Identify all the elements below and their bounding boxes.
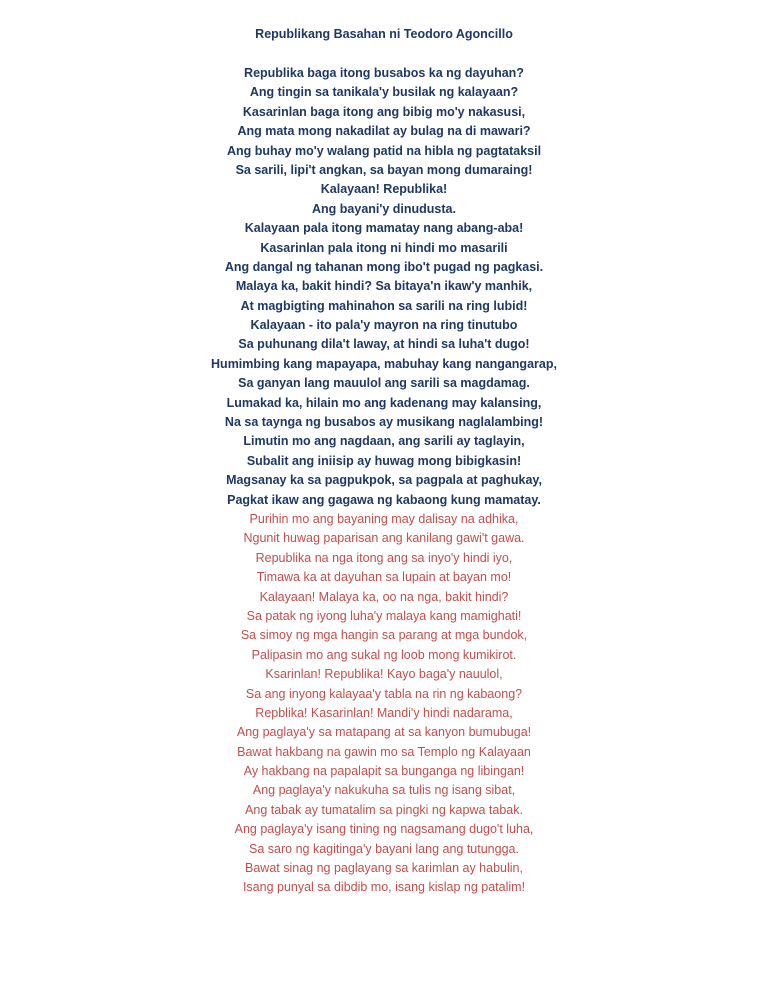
poem-line-blue: Ang bayani'y dinudusta. xyxy=(312,201,456,216)
poem-line-blue: Ang tingin sa tanikala'y busilak ng kalayaan? xyxy=(249,85,519,100)
poem-line-blue: Pagkat ikaw ang gagawa ng kabaong kung mamatay. xyxy=(227,492,541,507)
poem-line-red: Isang punyal sa dibdib mo, isang kislap ng patalim! xyxy=(242,880,526,895)
poem-line-blue: Lumakad ka, hilain mo ang kadenang may kalansing, xyxy=(226,395,542,410)
poem-line-red: Sa saro ng kagitinga'y bayani lang ang tutungga. xyxy=(249,841,519,856)
poem-line-red: Ang paglaya'y sa matapang at sa kanyon bumubuga! xyxy=(236,725,532,740)
poem-line-blue: Malaya ka, bakit hindi? Sa bitaya'n ikaw'y manhik, xyxy=(235,279,533,294)
poem-line-red: Bawat sinag ng paglayang sa karimlan ay habulin, xyxy=(245,861,523,876)
poem-line-blue: Ang buhay mo'y walang patid na hibla ng pagtataksil xyxy=(226,143,542,158)
poem-line-blue: At magbigting mahinahon sa sarili na ring lubid! xyxy=(240,298,528,313)
poem-line-blue: Republika baga itong busabos ka ng dayuhan? xyxy=(244,66,524,80)
document-title: Republikang Basahan ni Teodoro Agoncillo xyxy=(255,27,513,41)
poem-line-red: Ksarinlan! Republika! Kayo baga'y nauulol, xyxy=(265,667,503,682)
poem-line-blue: Subalit ang iniisip ay huwag mong bibigkasin! xyxy=(246,453,522,468)
poem-line-red: Bawat hakbang na gawin mo sa Templo ng Kalayaan xyxy=(237,744,531,759)
poem-line-blue: Magsanay ka sa pagpukpok, sa pagpala at paghukay, xyxy=(226,473,542,488)
poem-line-red: Palipasin mo ang sukal ng loob mong kumikirot. xyxy=(251,647,517,662)
poem-line-red: Ang tabak ay tumatalim sa pingki ng kapwa tabak. xyxy=(245,802,523,817)
poem-line-red: Republika na nga itong ang sa inyo'y hindi iyo, xyxy=(255,550,513,565)
poem-line-red: Purihin mo ang bayaning may dalisay na adhika, xyxy=(249,511,519,526)
poem-line-blue: Limutin mo ang nagdaan, ang sarili ay taglayin, xyxy=(243,434,525,449)
poem-line-red: Ngunit huwag paparisan ang kanilang gawi't gawa. xyxy=(243,531,525,546)
poem-line-red: Kalayaan! Malaya ka, oo na nga, bakit hindi? xyxy=(259,589,509,604)
poem-line-blue: Ang dangal ng tahanan mong ibo't pugad ng pagkasi. xyxy=(224,259,544,274)
poem-line-blue: Na sa taynga ng busabos ay musikang naglalambing! xyxy=(224,415,544,430)
poem-line-red: Ang paglaya'y nakukuha sa tulis ng isang sibat, xyxy=(252,783,516,798)
poem-line-blue: Humimbing kang mapayapa, mabuhay kang nangangarap, xyxy=(211,356,557,371)
poem-line-red: Ay hakbang na papalapit sa bunganga ng libingan! xyxy=(243,764,525,779)
poem-line-blue: Kasarinlan baga itong ang bibig mo'y nakasusi, xyxy=(242,104,526,119)
poem-line-blue: Ang mata mong nakadilat ay bulag na di mawari? xyxy=(237,124,531,139)
poem-line-red: Timawa ka at dayuhan sa lupain at bayan mo! xyxy=(256,570,512,585)
poem-body xyxy=(0,64,768,898)
poem-line-blue: Sa ganyan lang mauulol ang sarili sa magdamag. xyxy=(238,376,530,391)
poem-line-blue: Kalayaan pala itong mamatay nang abang-aba! xyxy=(244,221,524,236)
poem-line-red: Repblika! Kasarinlan! Mandi'y hindi nadarama, xyxy=(255,705,513,720)
poem-line-blue: Sa sarili, lipi't angkan, sa bayan mong dumaraing! xyxy=(235,162,533,177)
poem-line-blue: Kalayaan! Republika! xyxy=(320,182,448,197)
poem-line-red: Sa ang inyong kalayaa'y tabla na rin ng kabaong? xyxy=(245,686,523,701)
poem-line-blue: Sa puhunang dila't laway, at hindi sa luha't dugo! xyxy=(238,337,530,352)
poem-line-blue: Kalayaan - ito pala'y mayron na ring tinutubo xyxy=(250,318,518,333)
poem-line-blue: Kasarinlan pala itong ni hindi mo masarili xyxy=(260,240,508,255)
poem-line-red: Sa simoy ng mga hangin sa parang at mga bundok, xyxy=(240,628,528,643)
poem-line-red: Sa patak ng iyong luha'y malaya kang mamighati! xyxy=(246,608,522,623)
poem-line-red: Ang paglaya'y isang tining ng nagsamang dugo't luha, xyxy=(234,822,534,837)
